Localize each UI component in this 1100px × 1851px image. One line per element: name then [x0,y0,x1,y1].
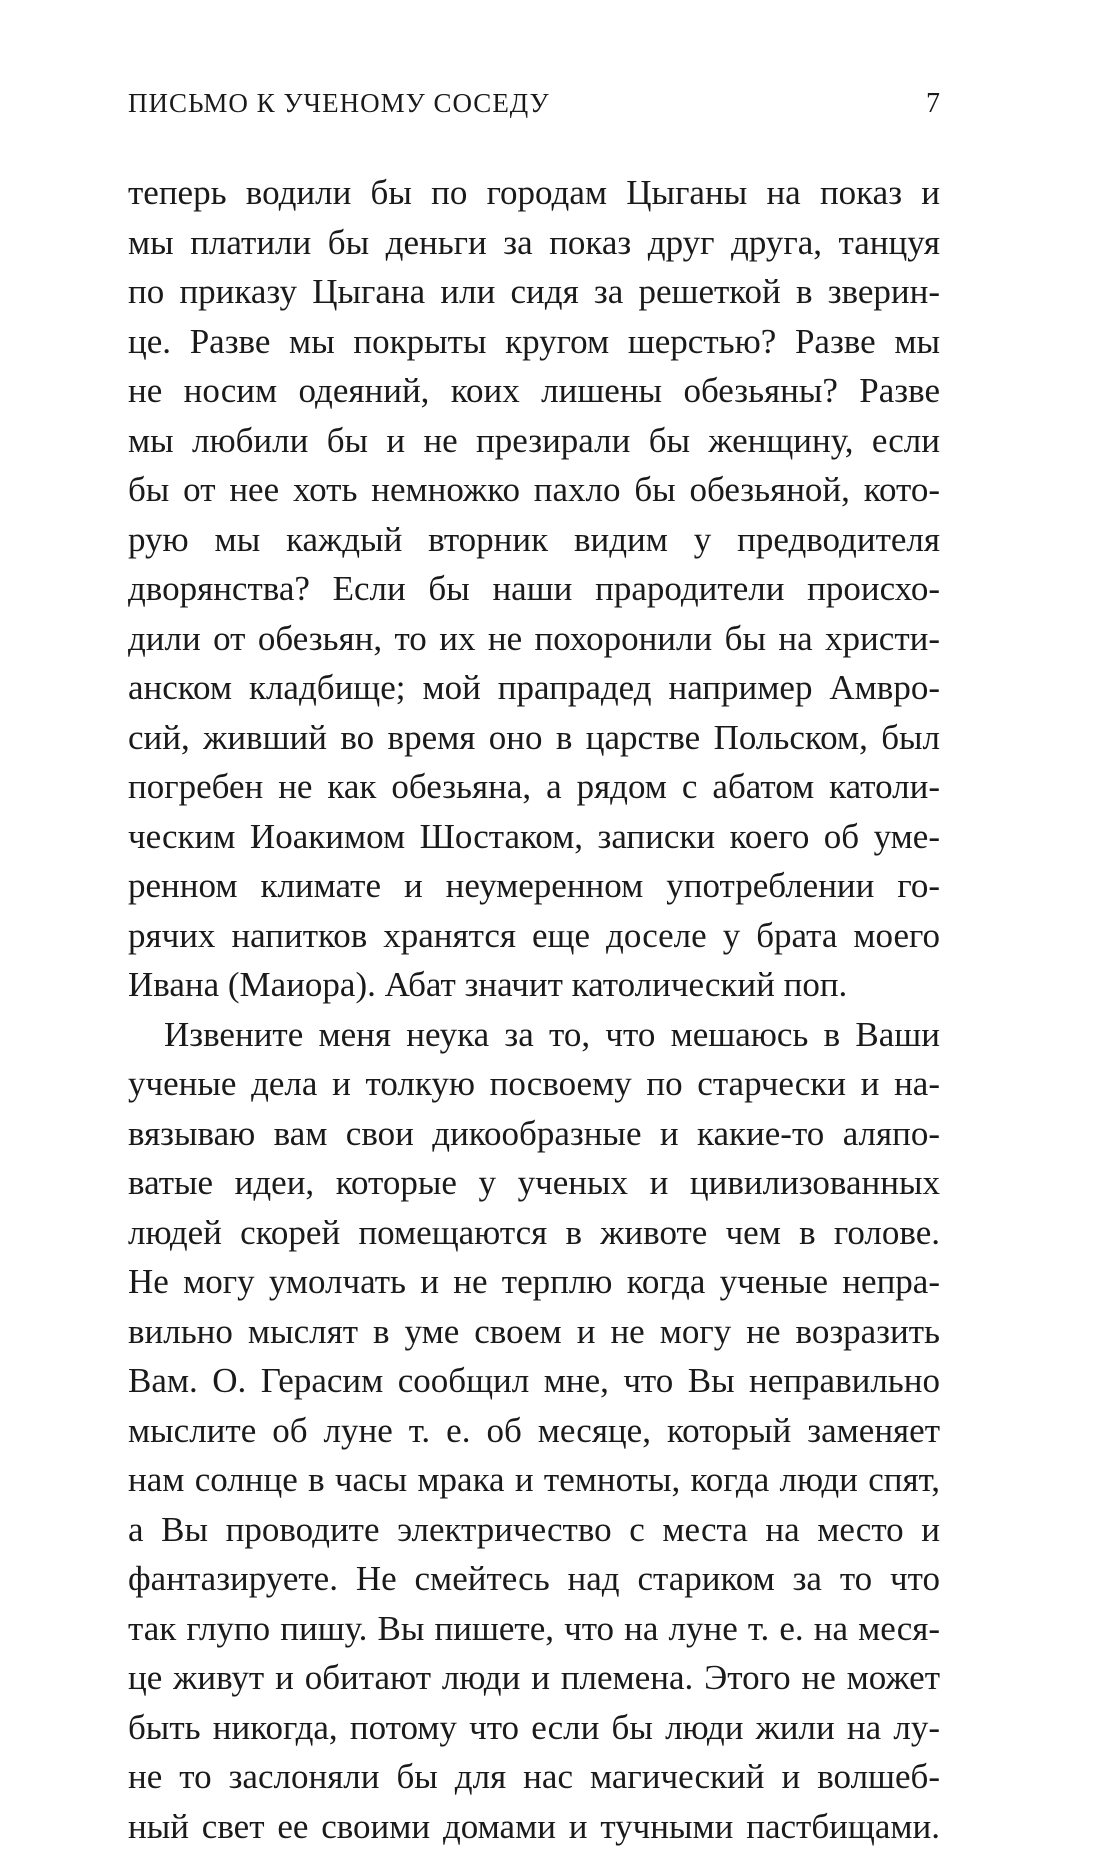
text-line: быть никогда, потому что если бы люди жили на лу- [128,1703,940,1753]
text-line: ренном климате и неумеренном употреблении го- [128,861,940,911]
text-line: сий, живший во время оно в царстве Польском, был [128,713,940,763]
text-line: по приказу Цыгана или сидя за решеткой в зверин- [128,267,940,317]
text-line: а Вы проводите электричество с места на место и [128,1505,940,1555]
running-title: ПИСЬМО К УЧЕНОМУ СОСЕДУ [128,88,550,119]
text-line: так глупо пишу. Вы пишете, что на луне т. е. на меся- [128,1604,940,1654]
text-line: погребен не как обезьяна, а рядом с абатом католи- [128,762,940,812]
text-line: ученые дела и толкую посвоему по старчески и на- [128,1059,940,1109]
text-line: дили от обезьян, то их не похоронили бы на христи- [128,614,940,664]
paragraph-continued [128,168,940,1010]
text-line: рячих напитков хранятся еще доселе у брата моего [128,911,940,961]
text-line: Вам. О. Герасим сообщил мне, что Вы неправильно [128,1356,940,1406]
text-line: бы от нее хоть немножко пахло бы обезьяной, кото- [128,465,940,515]
text-line: ный свет ее своими домами и тучными пастбищами. [128,1802,940,1851]
paragraph [128,1010,940,1851]
text-line: вильно мыслят в уме своем и не могу не возразить [128,1307,940,1357]
text-line: Извените меня неука за то, что мешаюсь в Ваши [128,1010,940,1060]
text-line: людей скорей помещаются в животе чем в голове. [128,1208,940,1258]
body-text [128,168,940,1851]
text-line: вязываю вам свои дикообразные и какие-то аляпо- [128,1109,940,1159]
text-line: Ивана (Маиора). Абат значит католический поп. [128,960,940,1010]
text-line: нам солнце в часы мрака и темноты, когда люди спят, [128,1455,940,1505]
text-line: мы любили бы и не презирали бы женщину, если [128,416,940,466]
page-number: 7 [926,88,940,120]
text-line: не то заслоняли бы для нас магический и волшеб- [128,1752,940,1802]
text-line: мы платили бы деньги за показ друг друга, танцуя [128,218,940,268]
text-line: це живут и обитают люди и племена. Этого не может [128,1653,940,1703]
text-line: теперь водили бы по городам Цыганы на показ и [128,168,940,218]
text-line: дворянства? Если бы наши прародители происхо- [128,564,940,614]
running-head [128,88,940,132]
book-page [128,88,940,1688]
text-line: ческим Иоакимом Шостаком, записки коего об уме- [128,812,940,862]
text-line: ватые идеи, которые у ученых и цивилизованных [128,1158,940,1208]
text-line: мыслите об луне т. е. об месяце, который заменяет [128,1406,940,1456]
text-line: це. Разве мы покрыты кругом шерстью? Разве мы [128,317,940,367]
text-line: фантазируете. Не смейтесь над стариком за то что [128,1554,940,1604]
text-line: Не могу умолчать и не терплю когда ученые непра- [128,1257,940,1307]
text-line: не носим одеяний, коих лишены обезьяны? Разве [128,366,940,416]
text-line: анском кладбище; мой прапрадед например Амвро- [128,663,940,713]
text-line: рую мы каждый вторник видим у предводителя [128,515,940,565]
